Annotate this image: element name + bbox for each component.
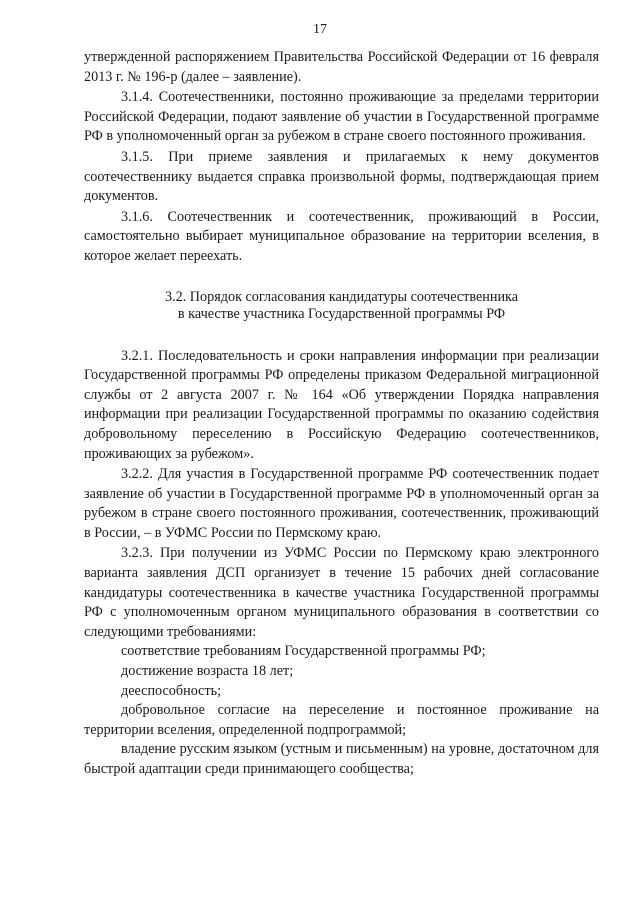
paragraph-3-2-1: 3.2.1. Последовательность и сроки направления информации при реализации Государственной программы РФ определены приказом Федеральной миграционной службы от 2 августа 2007 г. № 164 «Об утверждении Порядка направления информации при реализации Государственной программы по оказанию содействия добровольному переселению в Российскую Федерацию соотечественников, проживающих за рубежом».: [84, 347, 599, 462]
requirement-item: добровольное согласие на переселение и постоянное проживание на территории вселения, определенной подпрограммой;: [84, 702, 599, 738]
paragraph-continuation: утвержденной распоряжением Правительства Российской Федерации от 16 февраля 2013 г. № 196-р (далее – заявление).: [84, 49, 599, 85]
requirement-item: достижение возраста 18 лет;: [121, 663, 294, 680]
paragraph-3-1-4: 3.1.4. Соотечественники, постоянно проживающие за пределами территории Российской Федерации, подают заявление об участии в Государственной программе РФ в уполномоченный орган за рубежом в стране своего постоянного проживания.: [84, 89, 599, 145]
paragraph-3-1-5: 3.1.5. При приеме заявления и прилагаемых к нему документов соотечественнику выдается справка произвольной формы, подтверждающая прием документов.: [84, 148, 599, 205]
page-number: 17: [313, 22, 327, 37]
paragraph-3-2-2: 3.2.2. Для участия в Государственной программе РФ соотечественник подает заявление об участии в Государственной программе РФ в уполномоченный орган за рубежом в стране своего постоянного проживания, соотечественник, проживающий в России, – в УФМС России по Пермскому краю.: [84, 466, 599, 541]
requirement-item: соответствие требованиям Государственной программы РФ;: [121, 643, 486, 660]
section-heading-line-2: в качестве участника Государственной программы РФ: [177, 305, 506, 322]
paragraph-3-2-3: 3.2.3. При получении из УФМС России по Пермскому краю электронного варианта заявления ДСП организует в течение 15 рабочих дней согласование кандидатуры соотечественника в качестве участника Государственной программы РФ с уполномоченным органом муниципального образования в соответствии со следующими требованиями:: [84, 545, 599, 640]
requirement-item: дееспособность;: [121, 682, 222, 699]
section-heading-line-1: 3.2. Порядок согласования кандидатуры соотечественника: [164, 288, 519, 305]
document-body: [84, 48, 599, 780]
requirement-item: владение русским языком (устным и письменным) на уровне, достаточном для быстрой адаптации среди принимающего сообщества;: [84, 741, 599, 777]
paragraph-3-1-6: 3.1.6. Соотечественник и соотечественник, проживающий в России, самостоятельно выбирает муниципальное образование на территории вселения, в которое желает переехать.: [84, 208, 599, 264]
section-heading: [84, 289, 599, 323]
